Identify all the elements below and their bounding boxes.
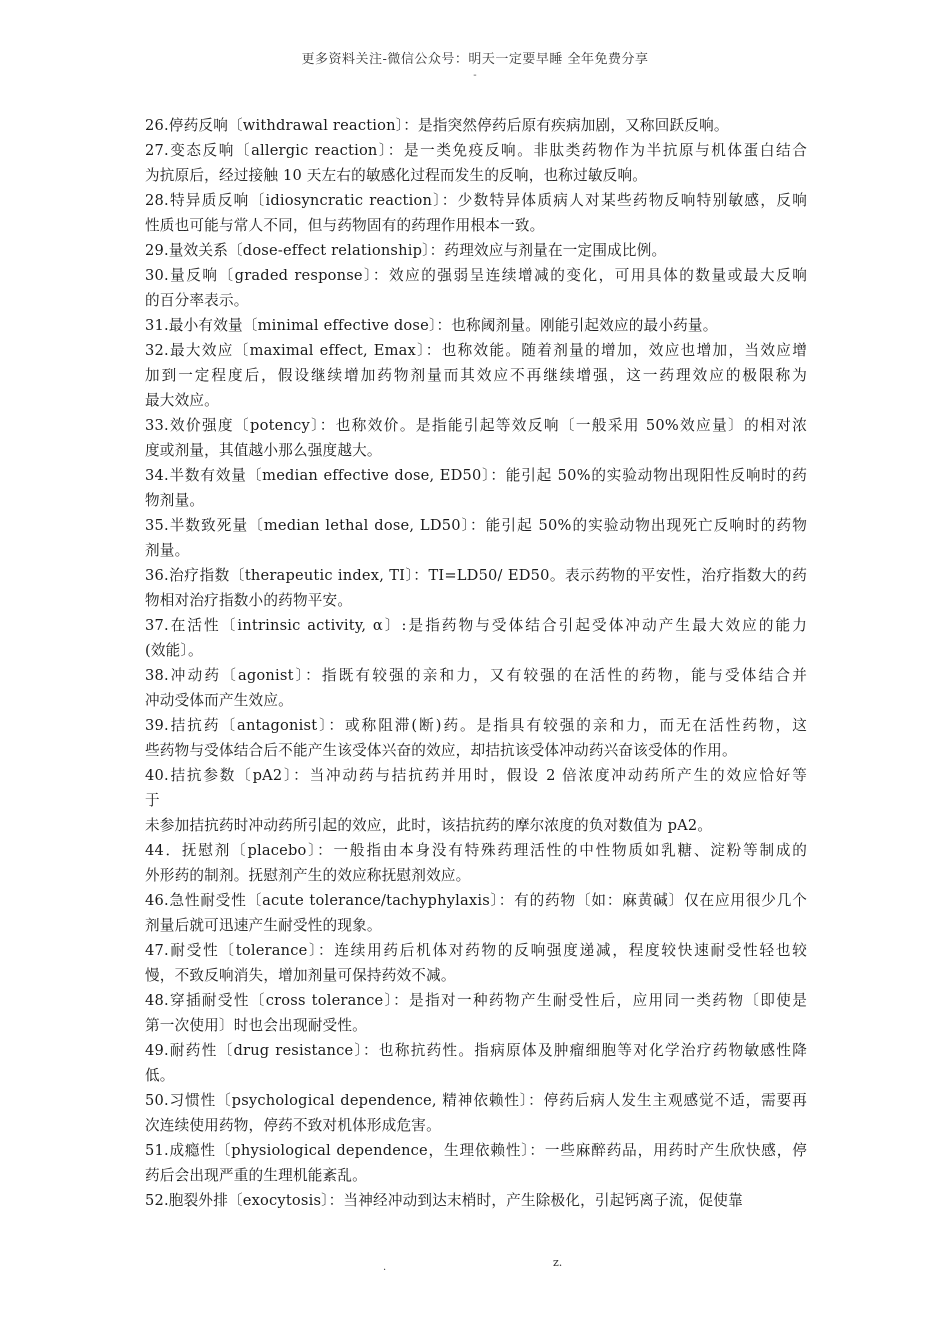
text-line: 37.在活性〔intrinsic activity, α〕:是指药物与受体结合引起受体冲动产生最大效应的能力 xyxy=(145,617,807,634)
text-line: 最大效应。 xyxy=(145,392,219,409)
text-line: 低。 xyxy=(145,1067,175,1084)
text-line: 剂量。 xyxy=(145,542,190,559)
text-line: 为抗原后，经过接触 10 天左右的敏感化过程而发生的反响，也称过敏反响。 xyxy=(145,167,648,184)
text-line: 冲动受体而产生效应。 xyxy=(145,692,293,709)
page-header-title: 更多资料关注-微信公众号：明天一定要早睡 全年免费分享 xyxy=(301,52,649,67)
text-line: 外形药的制剂。抚慰剂产生的效应称抚慰剂效应。 xyxy=(145,867,471,884)
text-line: 26.停药反响〔withdrawal reaction〕：是指突然停药后原有疾病加剧，又称回跃反响。 xyxy=(145,117,729,134)
text-line: 第一次使用〕时也会出现耐受性。 xyxy=(145,1017,367,1034)
document-body xyxy=(145,113,807,1213)
text-line: 物剂量。 xyxy=(145,492,205,509)
text-line: 44．抚慰剂〔placebo〕：一般指由本身没有特殊药理活性的中性物质如乳糖、淀粉等制成的 xyxy=(145,842,807,859)
text-line: 未参加拮抗药时冲动药所引起的效应，此时，该拮抗药的摩尔浓度的负对数值为 pA2。 xyxy=(145,817,713,834)
text-line: 49.耐药性〔drug resistance〕：也称抗药性。指病原体及肿瘤细胞等对化学治疗药物敏感性降 xyxy=(145,1042,807,1059)
text-line: 慢，不致反响消失，增加剂量可保持药效不减。 xyxy=(145,967,456,984)
text-line: 物相对治疗指数小的药物平安。 xyxy=(145,592,353,609)
text-line: 度或剂量，其值越小那么强度越大。 xyxy=(145,442,382,459)
text-line: 36.治疗指数〔therapeutic index, TI〕：TI=LD50/ ED50。表示药物的平安性，治疗指数大的药 xyxy=(145,567,807,584)
footer-dot: . xyxy=(383,1262,387,1273)
text-line: 性质也可能与常人不同，但与药物固有的药理作用根本一致。 xyxy=(145,217,545,234)
text-line: 28.特异质反响〔idiosyncratic reaction〕：少数特异体质病人对某些药物反响特别敏感，反响 xyxy=(145,192,807,209)
text-line: 39.拮抗药〔antagonist〕：或称阻滞(断)药。是指具有较强的亲和力，而无在活性药物，这 xyxy=(145,717,807,734)
text-line: 剂量后就可迅速产生耐受性的现象。 xyxy=(145,917,382,934)
text-line: 51.成瘾性〔physiological dependence，生理依赖性〕：一些麻醉药品，用药时产生欣快感，停 xyxy=(145,1142,807,1159)
text-line: 32.最大效应〔maximal effect, Emax〕：也称效能。随着剂量的增加，效应也增加，当效应增 xyxy=(145,342,807,359)
page-number: z. xyxy=(553,1256,563,1269)
text-line: 33.效价强度〔potency〕：也称效价。是指能引起等效反响〔一般采用 50%效应量〕的相对浓 xyxy=(145,417,807,434)
text-line: 31.最小有效量〔minimal effective dose〕：也称阈剂量。刚能引起效应的最小药量。 xyxy=(145,317,718,334)
text-line: 次连续使用药物，停药不致对机体形成危害。 xyxy=(145,1117,441,1134)
text-line: 47.耐受性〔tolerance〕：连续用药后机体对药物的反响强度递减，程度较快速耐受性轻也较 xyxy=(145,942,807,959)
text-line: 些药物与受体结合后不能产生该受体兴奋的效应，却拮抗该受体冲动药兴奋该受体的作用。 xyxy=(145,742,737,759)
text-line: 40.拮抗参数〔pA2〕：当冲动药与拮抗药并用时，假设 2 倍浓度冲动药所产生的效应恰好等 xyxy=(145,767,807,784)
text-line: 52.胞裂外排〔exocytosis〕：当神经冲动到达末梢时，产生除极化，引起钙离子流，促使靠 xyxy=(145,1192,743,1209)
text-line: 35.半数致死量〔median lethal dose, LD50〕：能引起 50%的实验动物出现死亡反响时的药物 xyxy=(145,517,807,534)
text-line: 48.穿插耐受性〔cross tolerance〕：是指对一种药物产生耐受性后，应用同一类药物〔即使是 xyxy=(145,992,807,1009)
text-line: 27.变态反响〔allergic reaction〕：是一类免疫反响。非肽类药物作为半抗原与机体蛋白结合 xyxy=(145,142,807,159)
text-line: 29.量效关系〔dose-effect relationship〕：药理效应与剂量在一定围成比例。 xyxy=(145,242,667,259)
text-line: 药后会出现严重的生理机能紊乱。 xyxy=(145,1167,367,1184)
text-line: 34.半数有效量〔median effective dose, ED50〕：能引起 50%的实验动物出现阳性反响时的药 xyxy=(145,467,807,484)
text-line: 38.冲动药〔agonist〕：指既有较强的亲和力，又有较强的在活性的药物，能与受体结合并 xyxy=(145,667,807,684)
text-line: 的百分率表示。 xyxy=(145,292,249,309)
text-line: (效能〕。 xyxy=(145,642,203,659)
page-header-mark: - xyxy=(473,70,477,81)
text-line: 30.量反响〔graded response〕：效应的强弱呈连续增减的变化，可用具体的数量或最大反响 xyxy=(145,267,807,284)
text-line: 于 xyxy=(145,792,160,809)
text-line: 46.急性耐受性〔acute tolerance/tachyphylaxis〕：有的药物〔如：麻黄碱〕仅在应用很少几个 xyxy=(145,892,807,909)
text-line: 加到一定程度后，假设继续增加药物剂量而其效应不再继续增强，这一药理效应的极限称为 xyxy=(145,367,807,384)
text-line: 50.习惯性〔psychological dependence, 精神依赖性〕：停药后病人发生主观感觉不适，需要再 xyxy=(145,1092,807,1109)
